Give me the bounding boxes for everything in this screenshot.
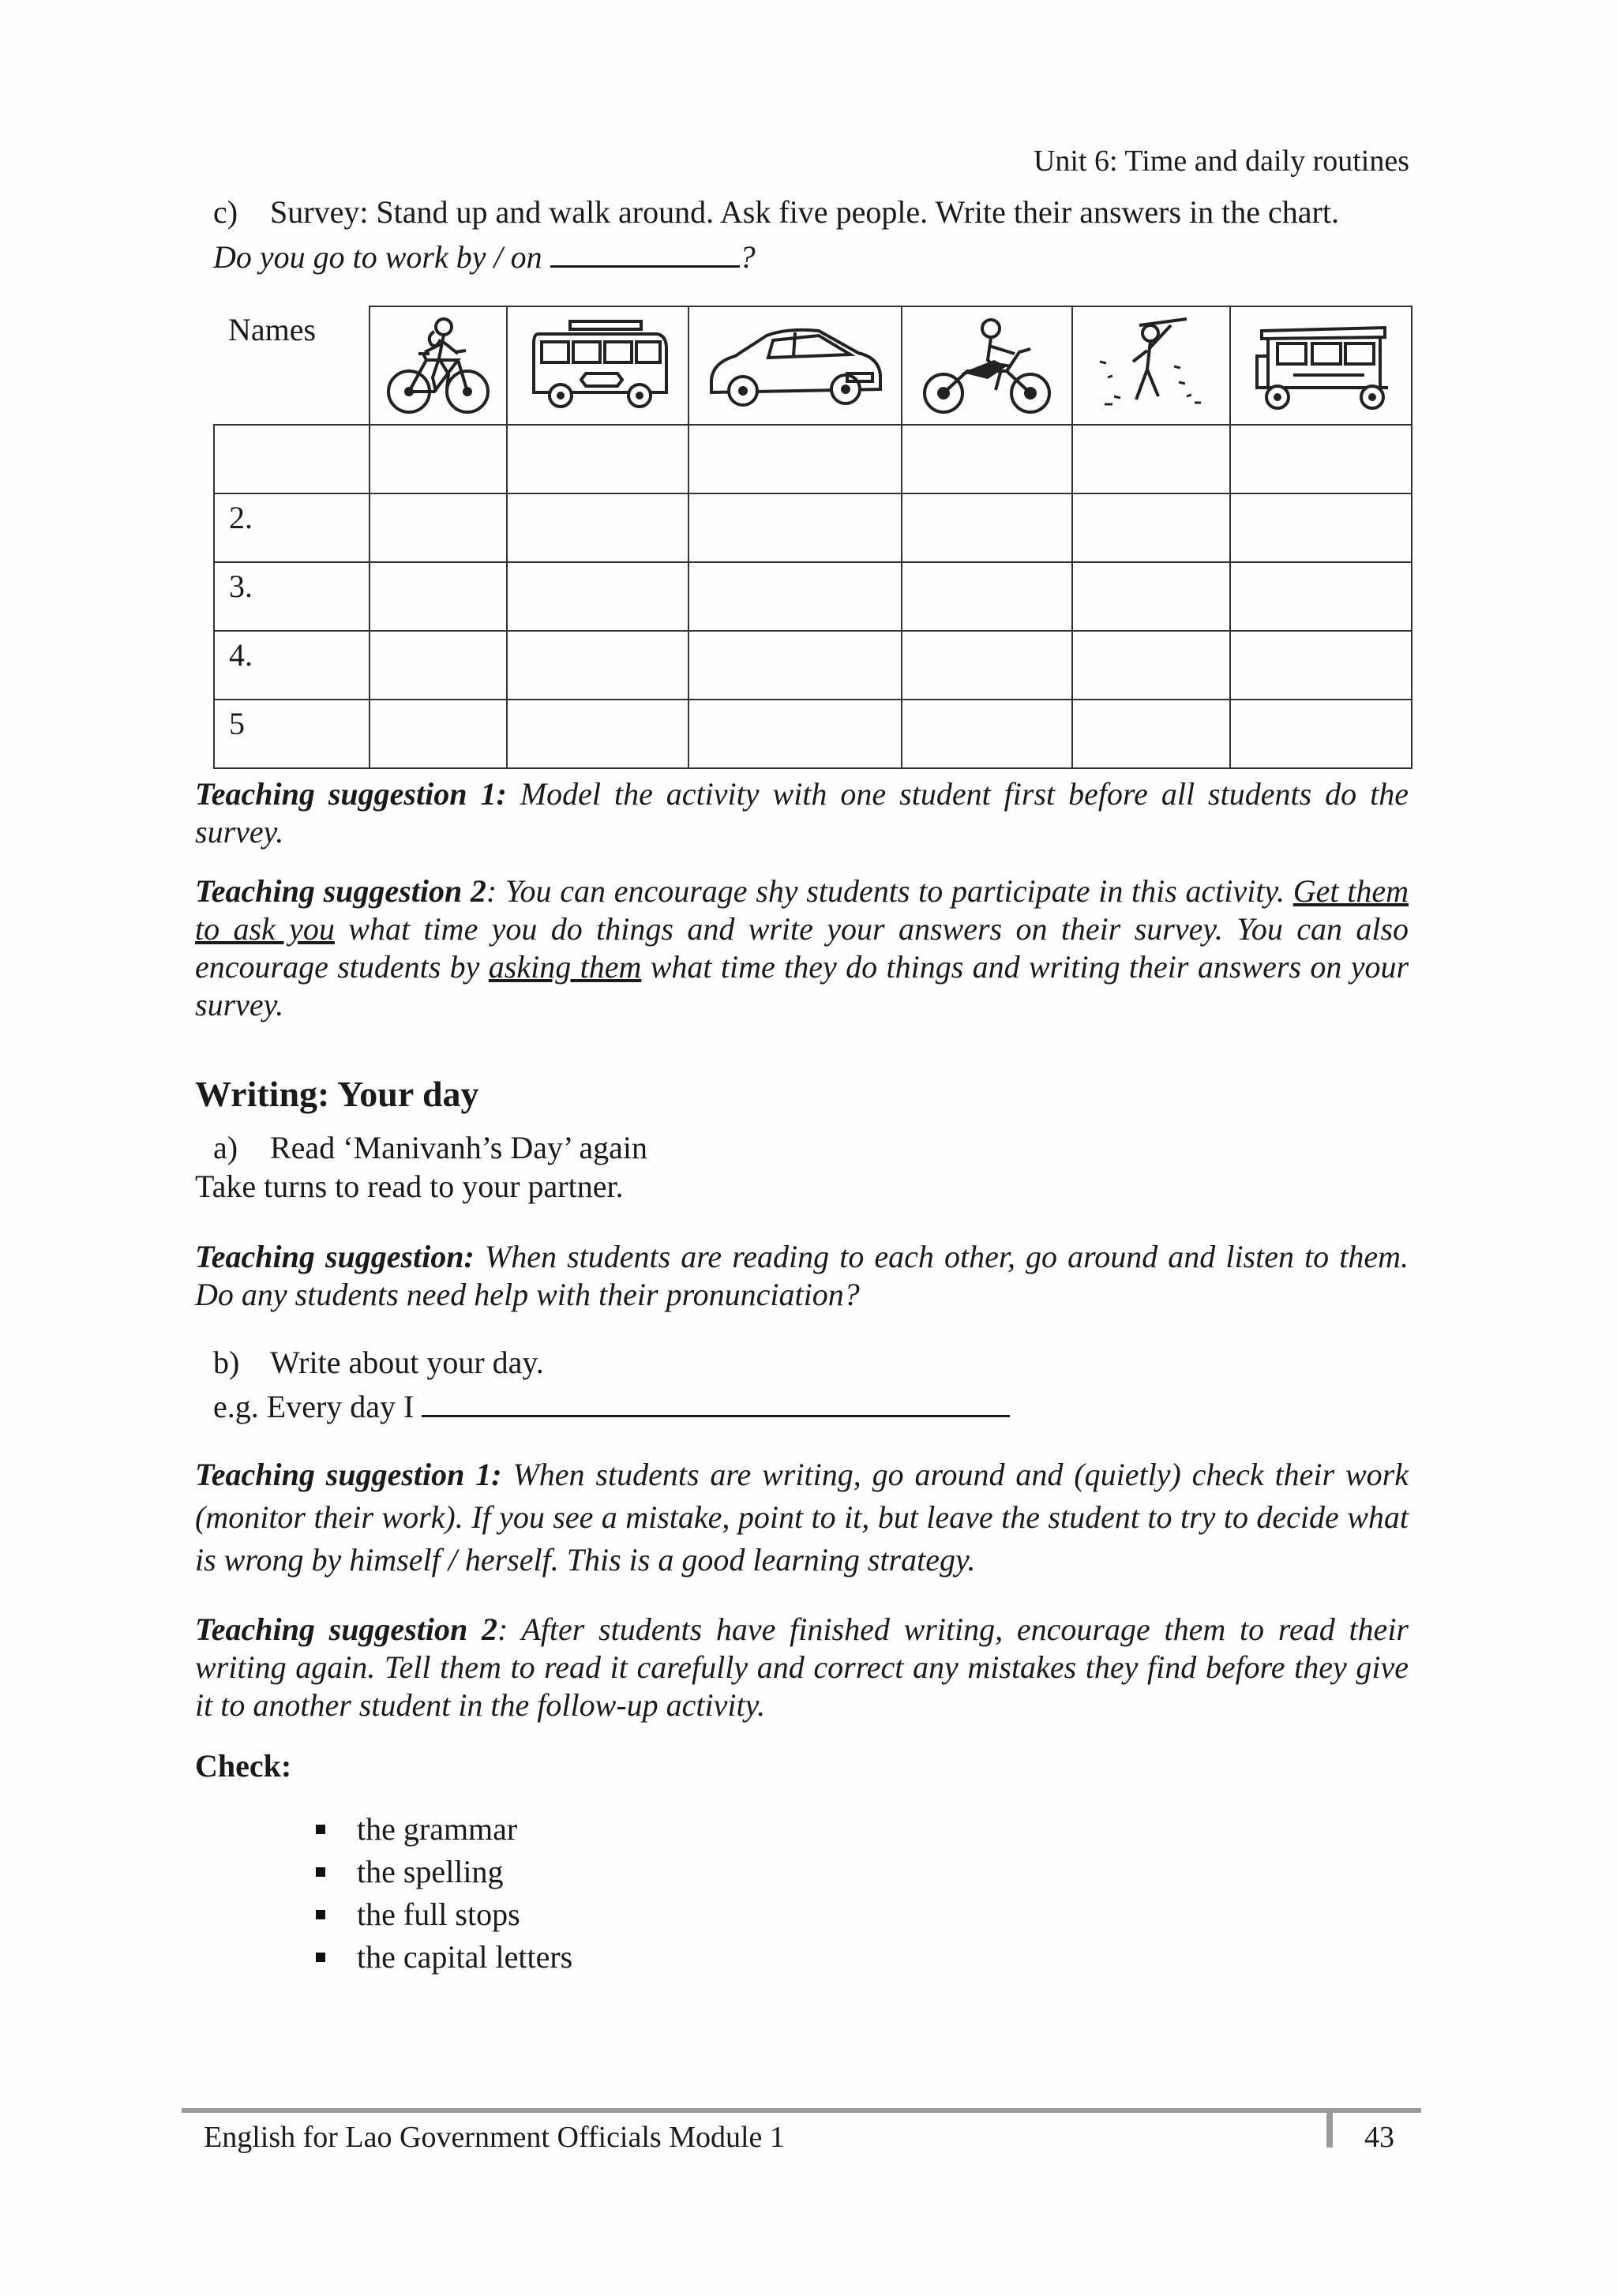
table-cell[interactable]: [902, 493, 1072, 562]
teaching-text: Model the activity with one student first before all students do the survey.: [195, 776, 1409, 850]
unit-title: Unit 6: Time and daily routines: [1033, 144, 1409, 178]
underlined-phrase: asking them: [488, 949, 642, 985]
teaching-suggestion-monitor: [195, 1454, 1409, 1581]
table-cell[interactable]: [1230, 425, 1412, 493]
transport-col-bus: [507, 306, 688, 425]
transport-col-motorbike: [902, 306, 1072, 425]
table-cell[interactable]: [370, 493, 507, 562]
bullet-square-icon: [316, 1867, 325, 1877]
check-item-text: the spelling: [357, 1854, 504, 1889]
table-row: [214, 562, 1412, 631]
writing-step-b: [213, 1344, 544, 1382]
table-cell[interactable]: [688, 425, 902, 493]
table-cell[interactable]: [507, 425, 688, 493]
teaching-label: Teaching suggestion 1:: [195, 1457, 502, 1492]
survey-question: [213, 237, 756, 276]
table-row: [214, 425, 1412, 493]
step-text: Read ‘Manivanh’s Day’ again: [270, 1130, 647, 1165]
teaching-text: what time they do things and writing their answers on your survey.: [195, 949, 1409, 1022]
table-row: [214, 631, 1412, 700]
step-label: b): [213, 1345, 240, 1380]
car-icon: [700, 318, 890, 413]
example-blank[interactable]: [422, 1386, 1010, 1417]
survey-table-wrap: [213, 306, 1413, 769]
row-label: 4.: [214, 631, 370, 700]
table-cell[interactable]: [688, 700, 902, 768]
table-cell[interactable]: [507, 631, 688, 700]
bullet-square-icon: [316, 1910, 325, 1919]
table-cell[interactable]: [1072, 700, 1230, 768]
table-cell[interactable]: [902, 425, 1072, 493]
survey-question-prefix: Do you go to work by / on: [213, 239, 542, 275]
footer-divider: [1326, 2108, 1333, 2148]
table-header-row: [214, 306, 1412, 425]
table-cell[interactable]: [902, 631, 1072, 700]
table-cell[interactable]: [1072, 425, 1230, 493]
teaching-label: Teaching suggestion 1:: [195, 776, 507, 812]
table-cell[interactable]: [507, 562, 688, 631]
bus-icon: [523, 317, 673, 415]
teaching-text: : You can encourage shy students to participate in this activity.: [486, 873, 1285, 909]
list-item: [316, 1808, 572, 1851]
table-cell[interactable]: [1230, 700, 1412, 768]
teaching-suggestion-reread: [195, 1611, 1409, 1724]
writing-step-a: [213, 1129, 647, 1167]
transport-col-car: [688, 306, 902, 425]
table-cell[interactable]: [1072, 631, 1230, 700]
teaching-suggestion-reading: [195, 1238, 1409, 1314]
survey-table: [213, 306, 1413, 769]
tuk-tuk-icon: [1246, 317, 1396, 415]
teaching-label: Teaching suggestion 2: [195, 1611, 497, 1647]
writing-example: [213, 1386, 1010, 1426]
teaching-label: Teaching suggestion:: [195, 1239, 475, 1274]
bicycle-icon: [379, 313, 497, 419]
table-cell[interactable]: [902, 562, 1072, 631]
teaching-text: : After students have finished writing, encourage them to read their writing again. Tell them to read it carefully and correct any mistakes they find before they give it to another student in the follow-up activity.: [195, 1611, 1409, 1723]
footer-book-title: English for Lao Government Officials Module 1: [204, 2121, 785, 2154]
row-label: 2.: [214, 493, 370, 562]
table-cell[interactable]: [1230, 493, 1412, 562]
writing-heading: Writing: Your day: [195, 1074, 479, 1114]
names-header: Names: [214, 306, 370, 425]
teaching-text: When students are reading to each other, go around and listen to them. Do any students need help with their pronunciation?: [195, 1239, 1409, 1312]
table-row: [214, 493, 1412, 562]
table-cell[interactable]: [370, 562, 507, 631]
row-label: 5: [214, 700, 370, 768]
page-number: 43: [1364, 2121, 1394, 2154]
table-cell[interactable]: [370, 425, 507, 493]
table-cell[interactable]: [688, 631, 902, 700]
underlined-phrase: Get them to ask you: [195, 873, 1409, 947]
table-cell[interactable]: [1072, 493, 1230, 562]
teaching-text: When students are writing, go around and (quietly) check their work (monitor their work). If you see a mistake, point to it, but leave the student to try to decide what is wrong by himself / herself. This is a good learning strategy.: [195, 1457, 1409, 1578]
answer-blank[interactable]: [550, 237, 740, 268]
check-item-text: the grammar: [357, 1811, 518, 1847]
partner-instruction: Take turns to read to your partner.: [195, 1169, 624, 1204]
survey-instruction: [213, 193, 1445, 231]
teaching-suggestion-1: [195, 775, 1409, 851]
list-item: [316, 1851, 572, 1893]
teaching-label: Teaching suggestion 2: [195, 873, 486, 909]
survey-question-suffix: ?: [739, 239, 756, 275]
table-cell[interactable]: [902, 700, 1072, 768]
survey-instruction-text: Survey: Stand up and walk around. Ask five people. Write their answers in the chart.: [270, 194, 1339, 230]
table-cell[interactable]: [1230, 631, 1412, 700]
row-label: 3.: [214, 562, 370, 631]
check-item-text: the capital letters: [357, 1939, 573, 1975]
table-row: [214, 700, 1412, 768]
check-item-text: the full stops: [357, 1896, 520, 1932]
table-cell[interactable]: [1072, 562, 1230, 631]
transport-col-walking: [1072, 306, 1230, 425]
list-item: [316, 1936, 572, 1979]
walking-icon: [1092, 314, 1210, 417]
step-label: a): [213, 1130, 238, 1165]
check-heading: Check:: [195, 1748, 292, 1784]
transport-col-tuk-tuk: [1230, 306, 1412, 425]
table-cell[interactable]: [1230, 562, 1412, 631]
step-text: Write about your day.: [270, 1345, 544, 1380]
table-cell[interactable]: [370, 700, 507, 768]
teaching-suggestion-2: [195, 872, 1409, 1024]
bullet-square-icon: [316, 1953, 325, 1962]
motorbike-icon: [912, 314, 1062, 417]
table-cell[interactable]: [370, 631, 507, 700]
table-cell[interactable]: [507, 493, 688, 562]
teaching-text: what time you do things and write your answers on their survey. You can also encourage students by: [195, 911, 1409, 985]
table-cell[interactable]: [507, 700, 688, 768]
table-cell[interactable]: [688, 493, 902, 562]
footer-rule: [182, 2108, 1421, 2113]
row-label: [214, 425, 370, 493]
table-cell[interactable]: [688, 562, 902, 631]
survey-label: c): [213, 194, 238, 230]
check-list: [316, 1808, 572, 1979]
bullet-square-icon: [316, 1825, 325, 1834]
example-prefix: e.g. Every day I: [213, 1389, 415, 1424]
transport-col-bicycle: [370, 306, 507, 425]
list-item: [316, 1893, 572, 1936]
